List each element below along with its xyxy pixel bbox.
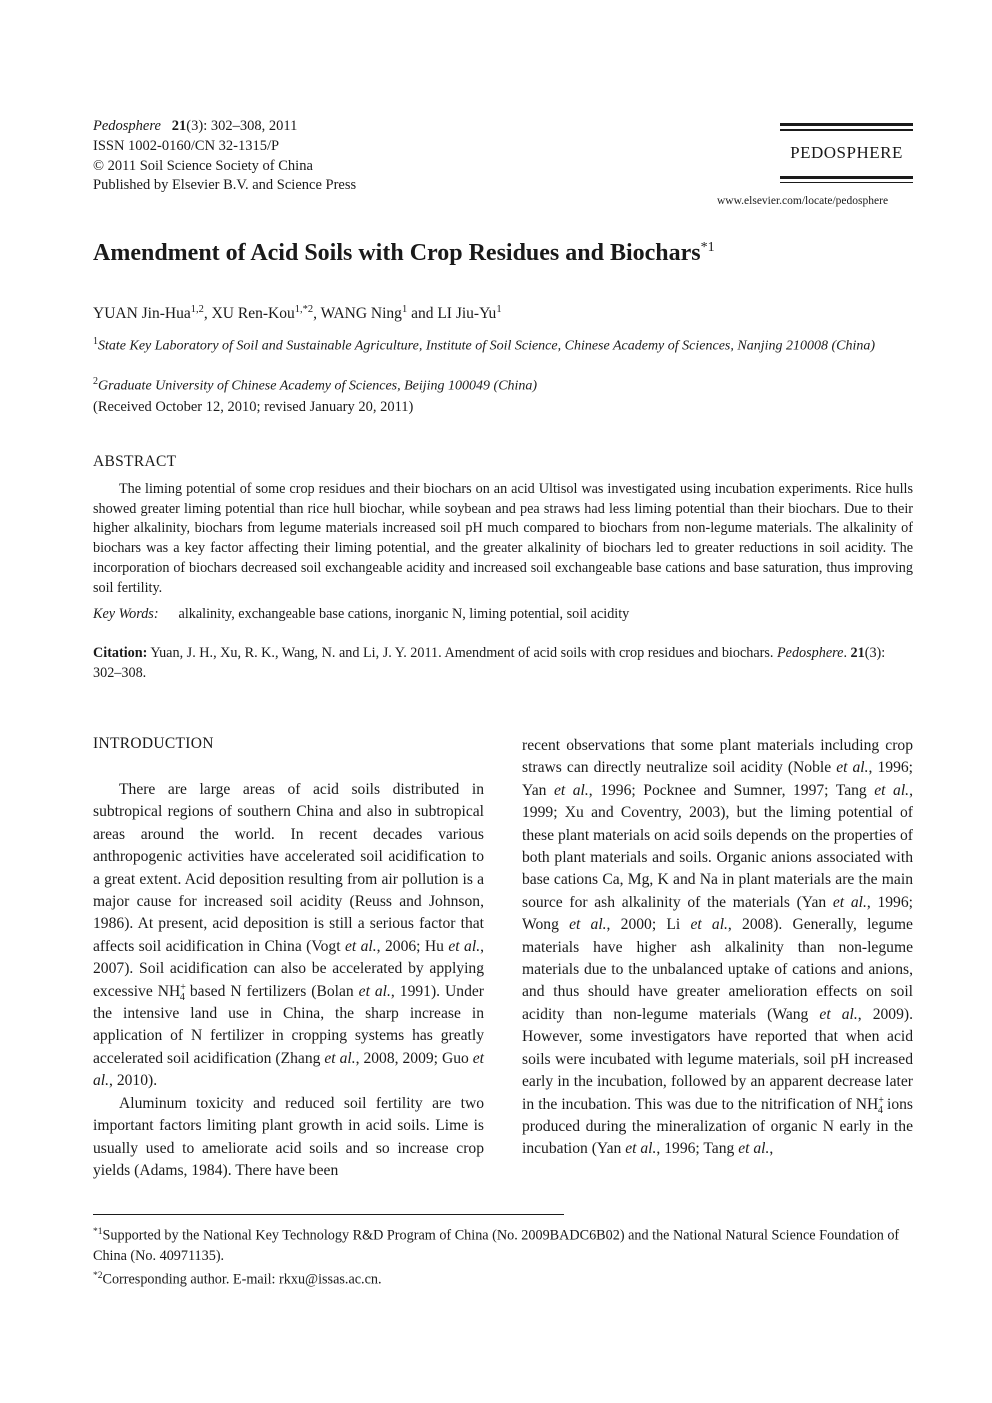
author: WANG Ning <box>320 305 402 323</box>
issn-line: ISSN 1002-0160/CN 32-1315/P <box>93 137 280 154</box>
keywords-label: Key Words: <box>93 606 159 622</box>
et-al: et al. <box>836 759 869 777</box>
title-footnote-mark: *1 <box>700 240 715 255</box>
et-al: et al. <box>553 781 589 799</box>
et-al: et al. <box>448 937 481 955</box>
affiliation-mark: 1 <box>93 336 98 347</box>
journal-info <box>93 117 356 196</box>
right-column <box>522 735 913 1161</box>
text-run: , 1999; Xu and Coventry, 2003), but the liming potential of these plant materials on acid soils depends on the properties of both plant materials and soils. Organic anions associated with base cations Ca, Mg, K and Na in plant materials are the main source for ash alkalinity of the materials (Yan <box>522 781 913 911</box>
brand-name: PEDOSPHERE <box>790 142 903 162</box>
author-separator: , <box>313 305 321 323</box>
citation: Citation: Yuan, J. H., Xu, R. K., Wang, N. and Li, J. Y. 2011. Amendment of acid soils with crop residues and biochars. Pedosphere. 21(3): 302–308. <box>93 645 886 681</box>
journal-url[interactable]: www.elsevier.com/locate/pedosphere <box>717 195 889 207</box>
text-run: , 1996; Pocknee and Sumner, 1997; Tang <box>588 781 875 799</box>
text-run: There are large areas of acid soils distributed in subtropical regions of southern China and also in subtropical areas around the world. In recent decades various anthropogenic activities have accelerated soil acidification to a great extent. Acid deposition resulting from air pollution is a major cause for increased soil acidity (Reuss and Johnson, 1986). At present, acid deposition is still a serious factor that affects soil acidification in China (Vogt <box>93 781 484 955</box>
text-run: , 2006; Hu <box>376 937 449 955</box>
footnote <box>93 1222 913 1266</box>
paper-title <box>93 240 715 267</box>
text-run: ions produced during the mineralization of organic N early in the incubation (Yan <box>522 1095 913 1158</box>
text-run: , <box>769 1140 774 1158</box>
author-mark: 1,*2 <box>294 304 314 315</box>
text-run: based N fertilizers (Bolan <box>184 982 359 1000</box>
paper-title-text: Amendment of Acid Soils with Crop Residues and Biochars <box>93 240 701 266</box>
footnote-text: Supported by the National Key Technology R&D Program of China (No. 2009BADC6B02) and the National Natural Science Foundation of China (No. 40971135). <box>93 1227 900 1264</box>
et-al: et al. <box>93 1049 485 1090</box>
abstract-text: The liming potential of some crop residues and their biochars on an acid Ultisol was investigated using incubation experiments. Rice hulls showed greater liming potential than rice hull biochar, while soybean and pea straws had less liming potential than their biochars. Due to their higher alkalinity, biochars from legume materials increased soil pH much compared to biochars from non-legume materials. The alkalinity of biochars was a key factor affecting their liming potential, and the greater alkalinity of biochars led to greater reductions in soil acidity. The incorporation of biochars decreased soil exchangeable acidity and increased soil exchangeable base cations and base saturation, thus improving soil fertility. <box>93 481 913 596</box>
keywords <box>93 606 629 623</box>
et-al: et al. <box>832 893 867 911</box>
affiliation-text: Graduate University of Chinese Academy of Sciences, Beijing 100049 (China) <box>98 378 538 394</box>
text-run: , 1996; Tang <box>656 1140 739 1158</box>
author-separator: and <box>407 305 438 323</box>
journal-brand <box>780 123 913 183</box>
citation-text: Yuan, J. H., Xu, R. K., Wang, N. and Li, J. Y. 2011. Amendment of acid soils with crop residues and biochars. <box>150 645 774 661</box>
footnote <box>93 1266 913 1290</box>
introduction-heading: INTRODUCTION <box>93 735 214 752</box>
text-run: , 2009). However, some investigators have reported that when acid soils were incubated with legume materials, soil pH increased early in the incubation, followed by an apparent decrease later in the incubation. This was due to the nitrification of NH <box>522 1005 913 1113</box>
text-run: , 1996; Yan <box>522 759 913 799</box>
publisher-line: Published by Elsevier B.V. and Science Press <box>93 177 357 194</box>
footnote-rule <box>93 1214 564 1215</box>
brand-rule-bottom <box>780 176 913 179</box>
text-run: , 2010). <box>109 1072 158 1090</box>
author: YUAN Jin-Hua <box>93 305 191 323</box>
text-run: recent observations that some plant materials including crop straws can directly neutralize soil acidity (Noble <box>522 737 913 777</box>
text-run: , 2008, 2009; Guo <box>355 1049 473 1067</box>
ammonium-charge: + <box>878 1094 884 1106</box>
journal-name: Pedosphere <box>93 118 161 134</box>
text-run: , 2008). Generally, legume materials have higher ash alkalinity than non-legume materials due to the unbalanced uptake of cations and anions, and thus should have greater amelioration effects on soil acidity than non-legume materials (Wang <box>522 916 913 1023</box>
citation-pages: (3): 302–308. <box>93 645 886 681</box>
citation-volume: 21 <box>850 645 865 661</box>
et-al: et al. <box>358 982 391 1000</box>
et-al: et al. <box>874 781 910 799</box>
ammonium-subscript: 4 <box>179 991 185 1003</box>
journal-citation-line <box>93 117 356 137</box>
footnotes <box>93 1222 913 1289</box>
ammonium-charge: + <box>180 981 186 993</box>
affiliation-mark: 2 <box>93 376 98 387</box>
ammonium-subscript: 4 <box>877 1104 883 1116</box>
affiliation <box>93 372 913 396</box>
et-al: et al. <box>738 1140 770 1158</box>
author-mark: 1 <box>496 304 502 315</box>
text-run: , 1996; Wong <box>522 893 913 934</box>
brand-rule-bottom-thin <box>780 182 913 184</box>
affiliation <box>93 332 913 356</box>
et-al: et al. <box>569 916 607 934</box>
author: LI Jiu-Yu <box>437 305 497 323</box>
received-dates: (Received October 12, 2010; revised January 20, 2011) <box>93 399 414 415</box>
et-al: et al. <box>625 1140 657 1158</box>
citation-label: Citation: <box>93 645 148 661</box>
et-al: et al. <box>344 937 377 955</box>
journal-volume: 21 <box>171 118 187 134</box>
author-list <box>93 304 502 323</box>
et-al: et al. <box>819 1005 858 1023</box>
author-mark: 1,2 <box>190 304 204 315</box>
left-column <box>93 779 484 1182</box>
author-mark: 1 <box>401 304 408 315</box>
affiliation-text: State Key Laboratory of Soil and Sustainable Agriculture, Institute of Soil Science, Chinese Academy of Sciences, Nanjing 210008 (China) <box>98 338 876 354</box>
author-separator: , <box>203 305 212 323</box>
et-al: et al. <box>690 916 728 934</box>
brand-rule-top-thin <box>780 129 913 131</box>
journal-issue-pages: (3): 302–308, 2011 <box>186 118 298 134</box>
text-run: , 2007). Soil acidification can also be accelerated by applying excessive NH <box>93 937 484 1000</box>
footnote-text: Corresponding author. E-mail: rkxu@issas.ac.cn. <box>102 1271 382 1288</box>
author: XU Ren-Kou <box>211 305 295 323</box>
intro-paragraph-1 <box>93 779 484 1093</box>
footnote-mark: *1 <box>93 1227 103 1237</box>
intro-paragraph-2: Aluminum toxicity and reduced soil fertility are two important factors limiting plant growth in acid soils. Lime is usually used to ameliorate acid soils and so increase crop yields (Adams, 1984). There have been <box>93 1094 484 1179</box>
intro-paragraph-2-cont <box>522 735 913 1161</box>
citation-journal: Pedosphere <box>777 645 844 661</box>
text-run: , 1991). Under the intensive land use in China, the sharp increase in application of N fertilizer in cropping systems has greatly accelerated soil acidification (Zhang <box>93 982 484 1067</box>
copyright-line: © 2011 Soil Science Society of China <box>93 157 313 174</box>
et-al: et al. <box>324 1049 356 1067</box>
text-run: , 2000; Li <box>606 916 691 934</box>
abstract-heading: ABSTRACT <box>93 453 177 470</box>
brand-rule-top <box>780 123 913 126</box>
footnote-mark: *2 <box>93 1270 103 1281</box>
keywords-text: alkalinity, exchangeable base cations, inorganic N, liming potential, soil acidity <box>178 606 630 622</box>
